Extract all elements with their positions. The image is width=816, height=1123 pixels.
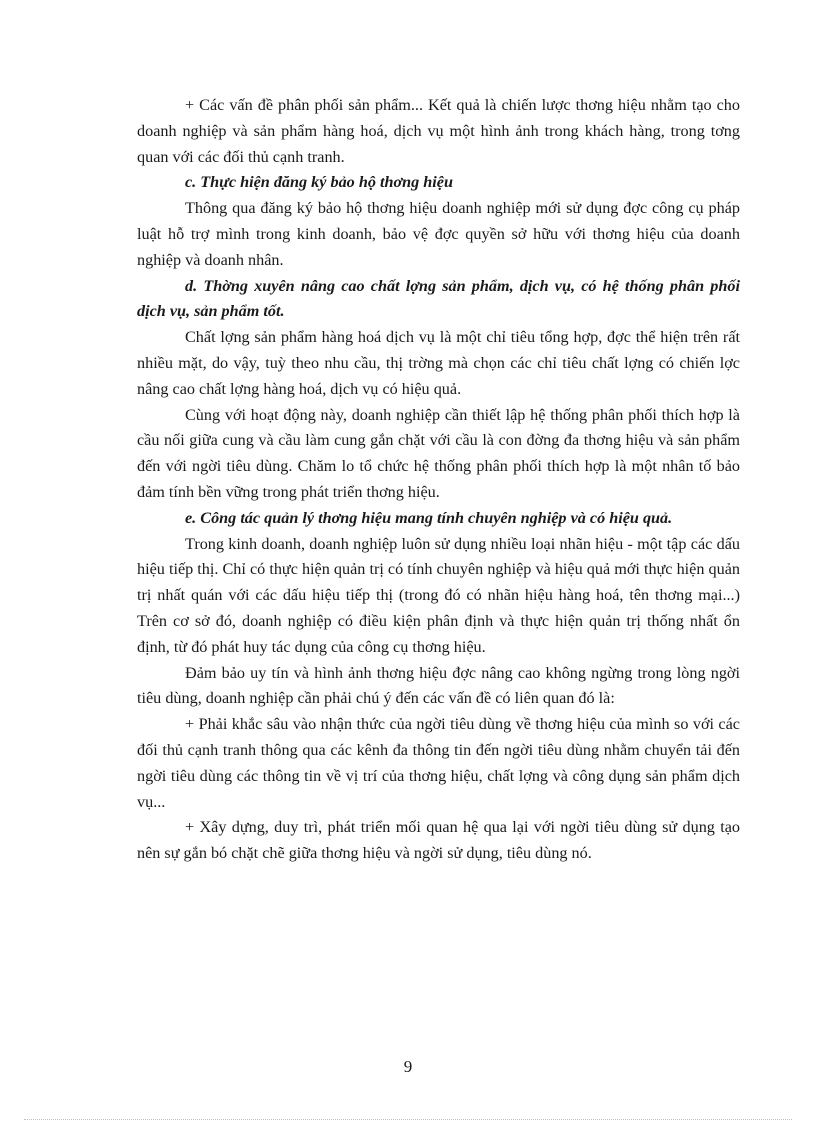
- paragraph-brand-registration: Thông qua đăng ký bảo hộ thơng hiệu doanh nghiệp mới sử dụng đợc công cụ pháp luật hỗ trợ mình trong kinh doanh, bảo vệ đợc quyền sở hữu với thơng hiệu của doanh nghiệp và doanh nhân.: [137, 199, 740, 269]
- page-number: 9: [403, 1057, 413, 1076]
- page-body: [137, 93, 740, 867]
- paragraph-product-quality: Chất lợng sản phẩm hàng hoá dịch vụ là một chỉ tiêu tổng hợp, đợc thể hiện trên rất nhiều mặt, do vậy, tuỳ theo nhu cầu, thị trờng mà chọn các chỉ tiêu chất lợng có chiến lợc nâng cao chất lợng hàng hoá, dịch vụ có hiệu quả.: [137, 328, 740, 398]
- paragraph-distribution-system: Cùng với hoạt động này, doanh nghiệp cần thiết lập hệ thống phân phối thích hợp là cầu nối giữa cung và cầu làm cung gắn chặt với cầu là con đờng đa thơng hiệu và sản phẩm đến với ngời tiêu dùng. Chăm lo tổ chức hệ thống phân phối thích hợp là một nhân tố bảo đảm tính bền vững trong phát triển thơng hiệu.: [137, 405, 740, 501]
- paragraph-brand-reputation: Đảm bảo uy tín và hình ảnh thơng hiệu đợc nâng cao không ngừng trong lòng ngời tiêu dùng, doanh nghiệp cần phải chú ý đến các vấn đề có liên quan đó là:: [137, 663, 740, 708]
- bottom-divider: [24, 1119, 792, 1120]
- section-heading-e: e. Công tác quản lý thơng hiệu mang tính chuyên nghiệp và có hiệu quả.: [185, 508, 673, 527]
- section-heading-d: d. Thờng xuyên nâng cao chất lợng sản phẩm, dịch vụ, có hệ thống phân phối dịch vụ, sản phẩm tốt.: [137, 276, 740, 321]
- section-heading-c: c. Thực hiện đăng ký bảo hộ thơng hiệu: [185, 173, 453, 192]
- paragraph-consumer-relations: + Xây dựng, duy trì, phát triển mối quan hệ qua lại với ngời tiêu dùng sử dụng tạo nên sự gắn bó chặt chẽ giữa thơng hiệu và ngời sử dụng, tiêu dùng nó.: [137, 818, 740, 863]
- paragraph-consumer-awareness: + Phải khắc sâu vào nhận thức của ngời tiêu dùng về thơng hiệu của mình so với các đối thủ cạnh tranh thông qua các kênh đa thông tin đến ngời tiêu dùng nhằm chuyển tải đến ngời tiêu dùng các thông tin về vị trí của thơng hiệu, chất lợng và công dụng sản phẩm dịch vụ...: [137, 715, 740, 811]
- paragraph-distribution-issues: + Các vấn đề phân phối sản phẩm... Kết quả là chiến lược thơng hiệu nhằm tạo cho doanh nghiệp và sản phẩm hàng hoá, dịch vụ một hình ảnh trong khách hàng, trong tơng quan với các đối thủ cạnh tranh.: [137, 96, 740, 166]
- paragraph-brand-management: Trong kinh doanh, doanh nghiệp luôn sử dụng nhiều loại nhãn hiệu - một tập các dấu hiệu tiếp thị. Chỉ có thực hiện quản trị có tính chuyên nghiệp và hiệu quả mới thực hiện quản trị nhất quán với các dấu hiệu tiếp thị (trong đó có nhãn hiệu hàng hoá, tên thơng mại...) Trên cơ sở đó, doanh nghiệp có điều kiện phân định và thực hiện quản trị thống nhất ổn định, từ đó phát huy tác dụng của công cụ thơng hiệu.: [137, 534, 740, 656]
